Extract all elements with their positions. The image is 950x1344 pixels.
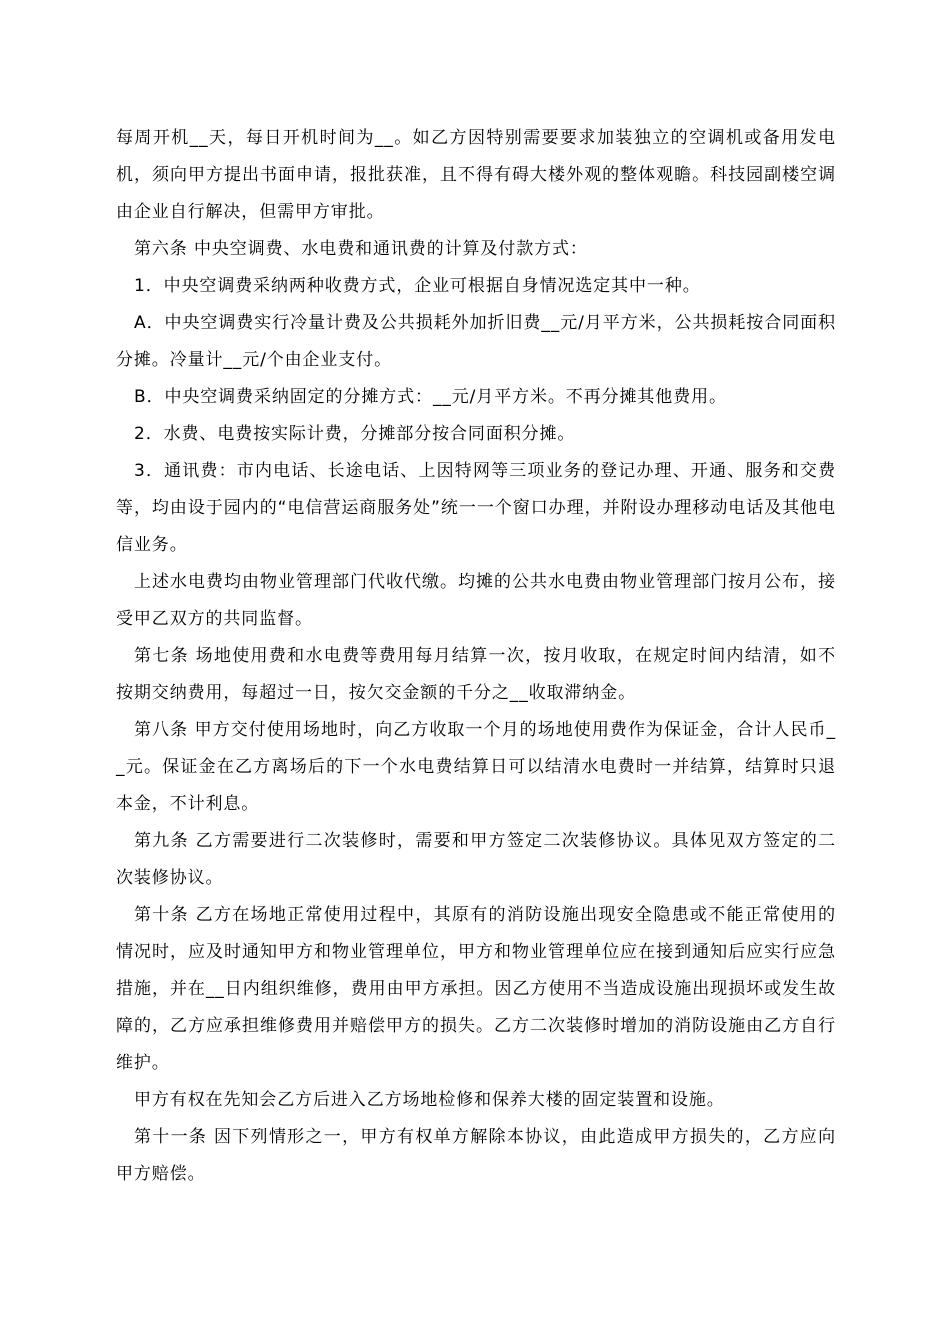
paragraph-article-10: 第十条 乙方在场地正常使用过程中，其原有的消防设施出现安全隐患或不能正常使用的情况时，应及时通知甲方和物业管理单位，甲方和物业管理单位应在接到通知后应实行应急措施，并在__日内组织维修，费用由甲方承担。因乙方使用不当造成设施出现损坏或发生故障的，乙方应承担维修费用并赔偿甲方的损失。乙方二次装修时增加的消防设施由乙方自行维护。 [116, 905, 836, 1073]
paragraph-option-b: B．中央空调费采纳固定的分摊方式：__元/月平方米。不再分摊其他费用。 [134, 387, 727, 407]
paragraph-article-11: 第十一条 因下列情形之一，甲方有权单方解除本协议，由此造成甲方损失的，乙方应向甲方赔偿。 [116, 1127, 836, 1184]
paragraph-item-3-telecom: 3．通讯费：市内电话、长途电话、上因特网等三项业务的登记办理、开通、服务和交费等，均由设于园内的“电信营运商服务处”统一一个窗口办理，并附设办理移动电话及其他电信业务。 [116, 461, 836, 555]
paragraph-item-1-ac-fee: 1．中央空调费采纳两种收费方式，企业可根据自身情况选定其中一种。 [134, 276, 701, 296]
paragraph-article-9: 第九条 乙方需要进行二次装修时，需要和甲方签定二次装修协议。具体见双方签定的二次装修协议。 [116, 831, 836, 888]
paragraph-ac-operation-hours: 每周开机__天，每日开机时间为__。如乙方因特别需要要求加装独立的空调机或备用发电机，须向甲方提出书面申请，报批获准，且不得有碍大楼外观的整体观瞻。科技园副楼空调由企业自行解决，但需甲方审批。 [116, 128, 836, 222]
paragraph-item-2-water-electricity: 2．水费、电费按实际计费，分摊部分按合同面积分摊。 [134, 424, 576, 444]
paragraph-article-6-heading: 第六条 中央空调费、水电费和通讯费的计算及付款方式： [134, 239, 588, 259]
paragraph-inspection-right: 甲方有权在先知会乙方后进入乙方场地检修和保养大楼的固定装置和设施。 [134, 1090, 725, 1110]
paragraph-utility-collection: 上述水电费均由物业管理部门代收代缴。均摊的公共水电费由物业管理部门按月公布，接受甲乙双方的共同监督。 [116, 572, 836, 629]
paragraph-option-a: A．中央空调费实行冷量计费及公共损耗外加折旧费__元/月平方米，公共损耗按合同面积分摊。冷量计__元/个由企业支付。 [116, 313, 836, 370]
paragraph-article-8: 第八条 甲方交付使用场地时，向乙方收取一个月的场地使用费作为保证金，合计人民币__元。保证金在乙方离场后的下一个水电费结算日可以结清水电费时一并结算，结算时只退本金，不计利息。 [116, 720, 836, 814]
document-body [116, 120, 836, 1193]
paragraph-article-7: 第七条 场地使用费和水电费等费用每月结算一次，按月收取，在规定时间内结清，如不按期交纳费用，每超过一日，按欠交金额的千分之__收取滞纳金。 [116, 646, 836, 703]
